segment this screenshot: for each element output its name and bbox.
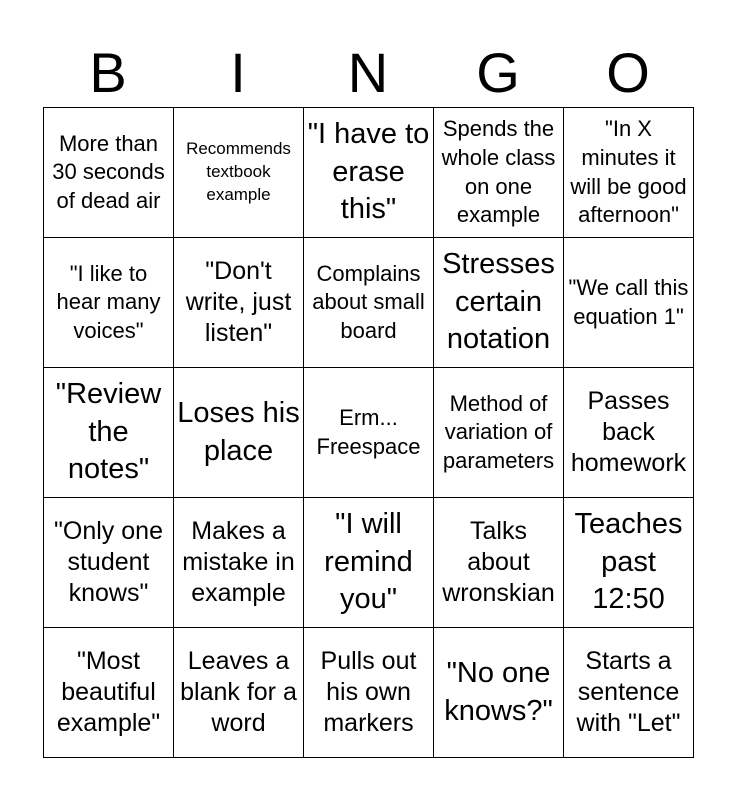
cell-text: Pulls out his own markers [320, 646, 417, 738]
cell-text: Spends the whole class on one example [441, 116, 556, 228]
cell-text: "We call this equation 1" [568, 274, 689, 329]
cell-text: Starts a sentence with "Let" [576, 646, 681, 738]
header-letter-b: B [89, 41, 127, 104]
cell-text: "Most beautiful example" [56, 646, 161, 738]
bingo-cell[interactable] [564, 628, 694, 758]
bingo-cell[interactable] [174, 628, 304, 758]
bingo-cell[interactable] [304, 628, 434, 758]
cell-text: "Review the notes" [55, 377, 162, 486]
header-letter-i: I [230, 41, 246, 104]
bingo-cell[interactable] [564, 498, 694, 628]
bingo-cell[interactable] [44, 108, 174, 238]
bingo-cell[interactable] [44, 628, 174, 758]
header-letter-n: N [347, 41, 389, 104]
bingo-cell[interactable] [564, 238, 694, 368]
cell-text: "Only one student knows" [54, 516, 163, 608]
cell-text: More than 30 seconds of dead air [52, 130, 165, 213]
bingo-cell[interactable] [434, 108, 564, 238]
cell-text: Erm... Freespace [316, 404, 421, 459]
cell-text: Teaches past 12:50 [574, 507, 683, 616]
bingo-cell[interactable] [44, 498, 174, 628]
header-letter-g: G [476, 41, 520, 104]
cell-text: "I will remind you" [324, 507, 413, 616]
bingo-cell[interactable] [434, 628, 564, 758]
bingo-cell[interactable] [174, 368, 304, 498]
bingo-cell[interactable] [44, 238, 174, 368]
cell-text: Loses his place [177, 396, 300, 467]
cell-text: Recommends textbook example [186, 139, 291, 204]
cell-text: Makes a mistake in example [182, 516, 295, 608]
bingo-cell[interactable] [304, 498, 434, 628]
free-space-cell[interactable] [304, 368, 434, 498]
bingo-cell[interactable] [434, 498, 564, 628]
cell-text: Passes back homework [570, 386, 687, 478]
cell-text: "I like to hear many voices" [56, 260, 161, 343]
cell-text: Leaves a blank for a word [180, 646, 297, 738]
cell-text: Stresses certain notation [442, 247, 555, 356]
header-letter-o: O [606, 41, 650, 104]
bingo-cell[interactable] [304, 108, 434, 238]
bingo-cell[interactable] [174, 238, 304, 368]
cell-text: Method of variation of parameters [442, 390, 555, 473]
cell-text: "In X minutes it will be good afternoon" [570, 116, 687, 228]
cell-text: "I have to erase this" [307, 117, 430, 226]
cell-text: "Don't write, just listen" [185, 256, 292, 348]
bingo-header [43, 40, 693, 106]
bingo-cell[interactable] [174, 108, 304, 238]
bingo-cell[interactable] [304, 238, 434, 368]
bingo-grid [43, 107, 694, 758]
bingo-cell[interactable] [44, 368, 174, 498]
cell-text: "No one knows?" [444, 656, 553, 727]
cell-text: Talks about wronskian [442, 516, 555, 608]
bingo-cell[interactable] [564, 368, 694, 498]
cell-text: Complains about small board [312, 260, 425, 343]
bingo-cell[interactable] [564, 108, 694, 238]
bingo-cell[interactable] [174, 498, 304, 628]
bingo-cell[interactable] [434, 238, 564, 368]
bingo-cell[interactable] [434, 368, 564, 498]
